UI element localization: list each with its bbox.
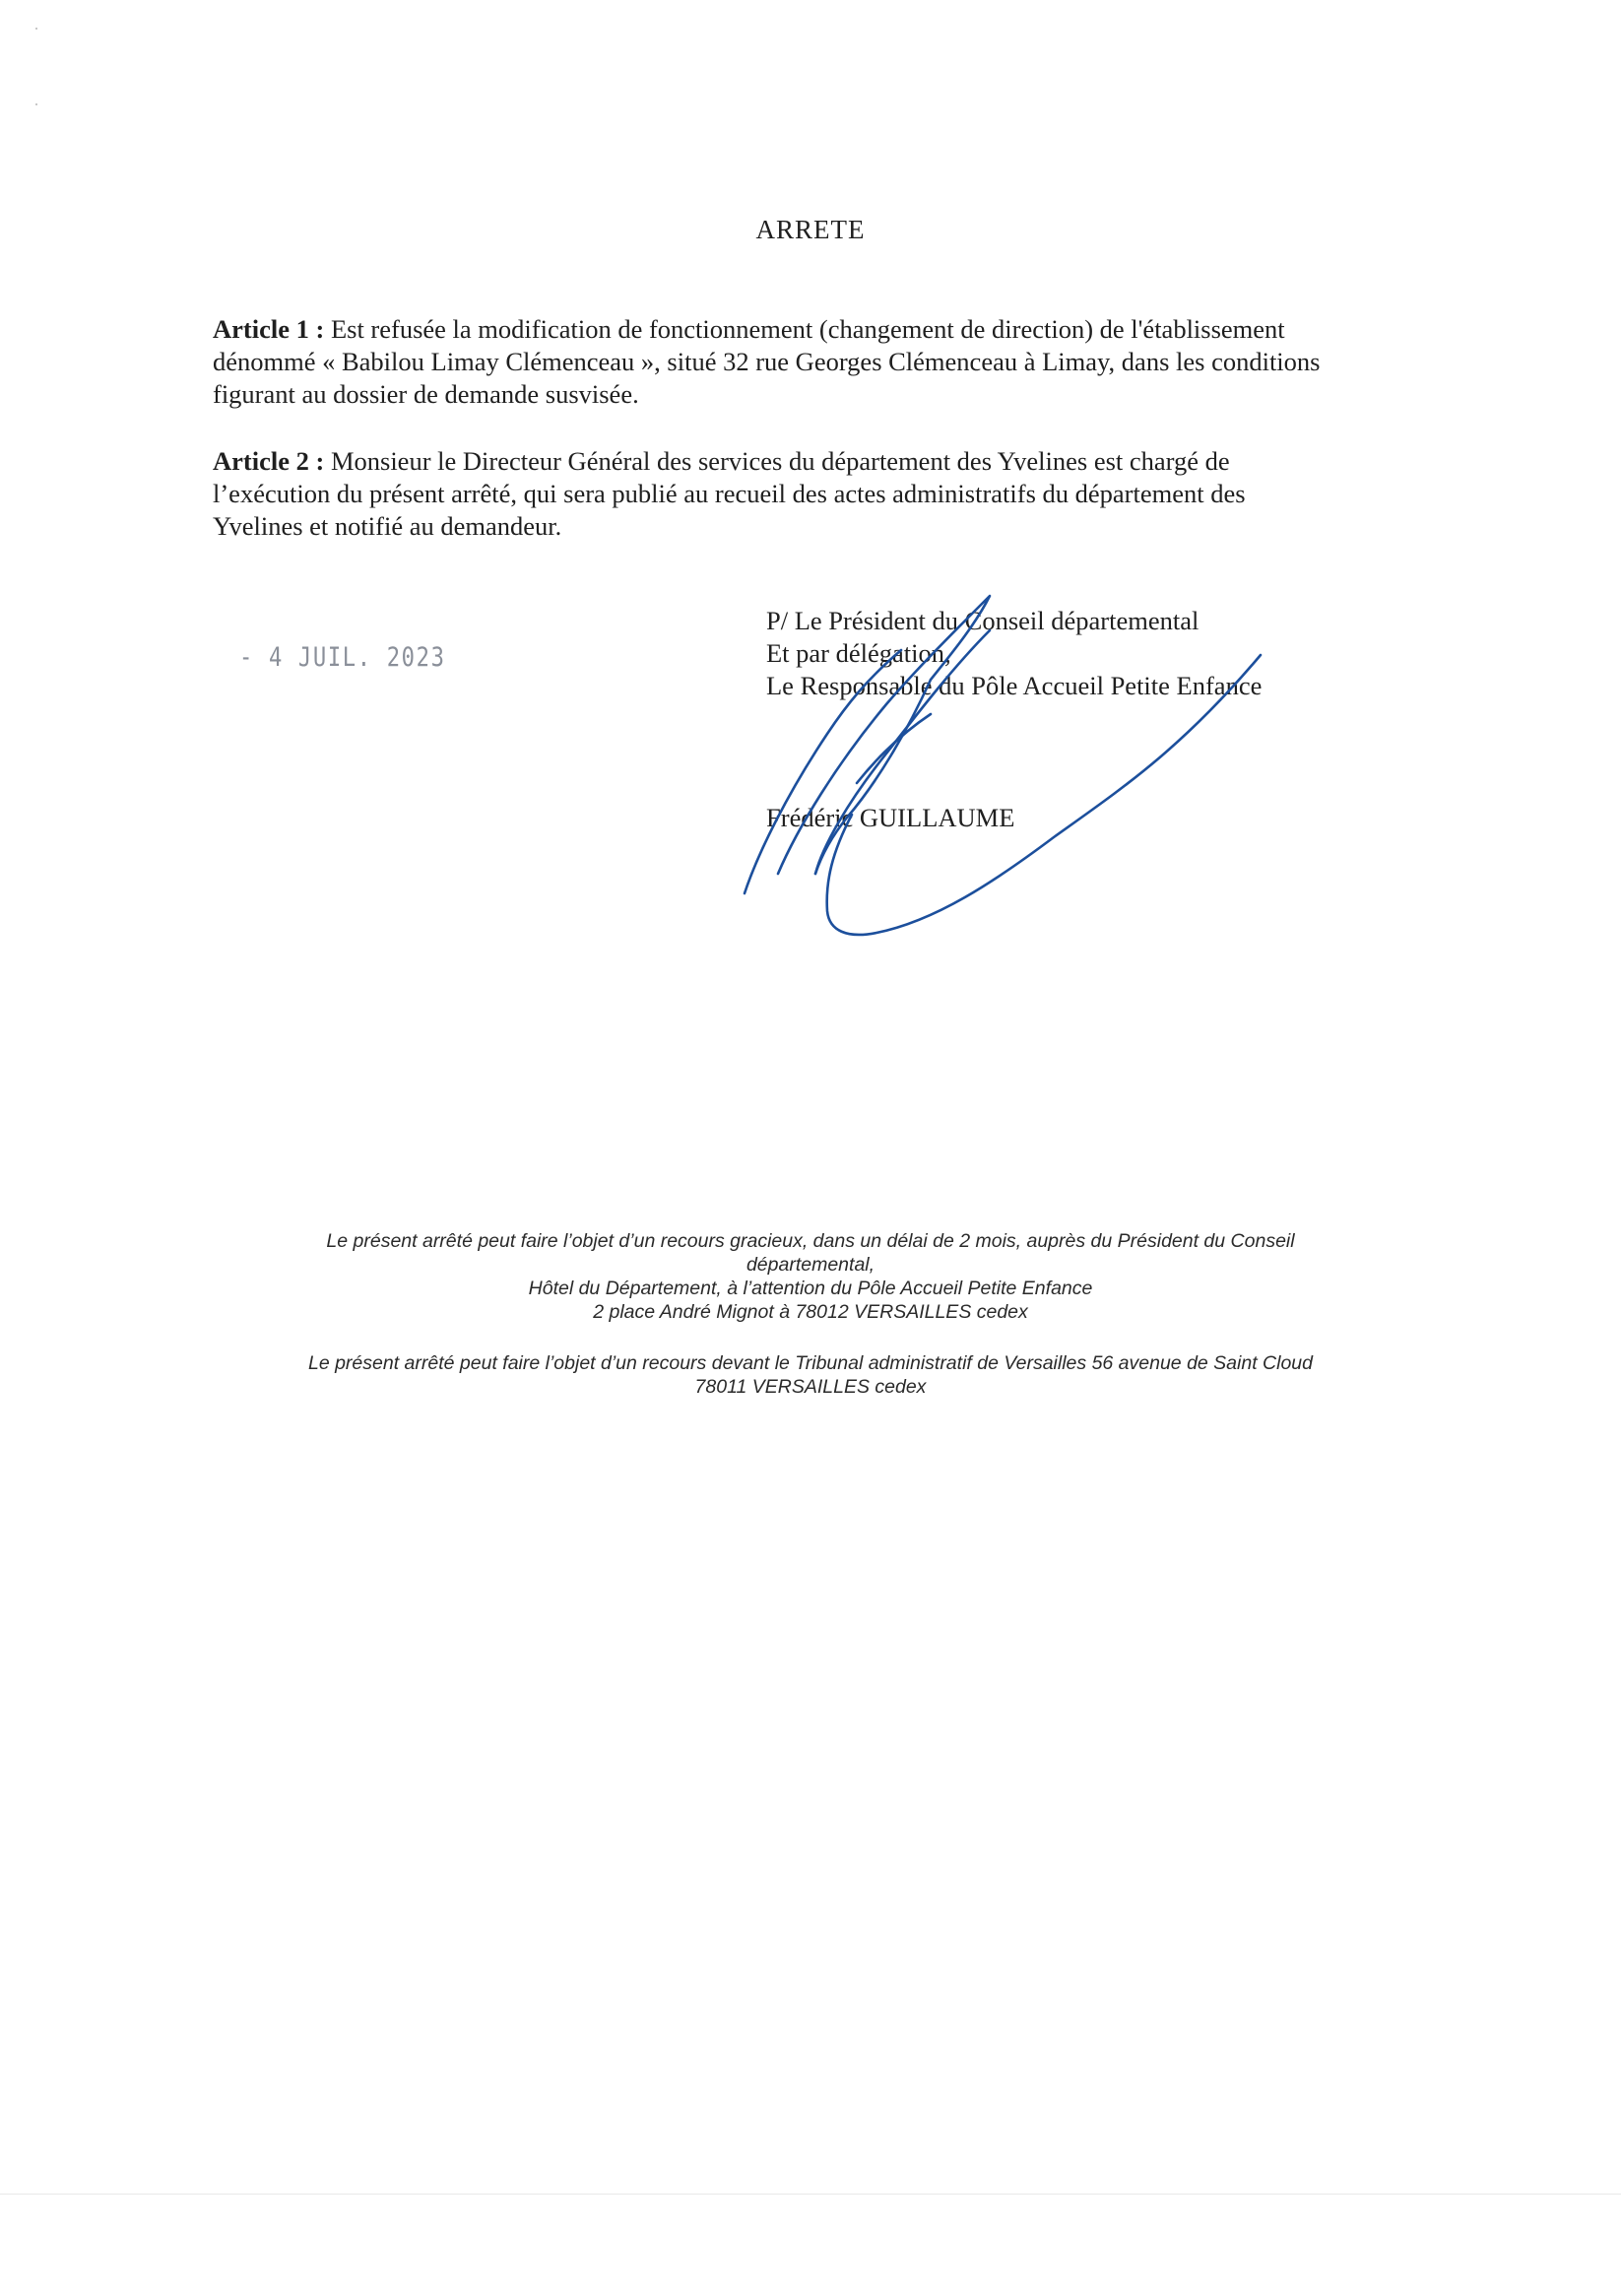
signature-stroke: [857, 714, 931, 783]
date-stamp: - 4 JUIL. 2023: [239, 642, 446, 673]
article-1-line-2: dénommé « Babilou Limay Clémenceau », situé 32 rue Georges Clémenceau à Limay, dans les conditions: [213, 347, 1321, 376]
signature-block: [766, 605, 1262, 702]
footer-line: 78011 VERSAILLES cedex: [694, 1376, 927, 1398]
article-2-text: Monsieur le Directeur Général des services du département des Yvelines est chargé de: [324, 446, 1230, 476]
footer-line: Le présent arrêté peut faire l’objet d’un recours devant le Tribunal administratif de Versailles 56 avenue de Saint Cloud: [307, 1352, 1313, 1374]
document-title: ARRETE: [755, 215, 866, 244]
appeal-notice-gracious: [0, 1229, 1621, 1324]
footer-line: 2 place André Mignot à 78012 VERSAILLES cedex: [593, 1301, 1028, 1323]
footer-line: Le présent arrêté peut faire l’objet d’un recours gracieux, dans un délai de 2 mois, auprès du Président du Conseil: [326, 1230, 1295, 1252]
scan-edge-line: [0, 2194, 1621, 2195]
article-2-line-3: Yvelines et notifié au demandeur.: [213, 511, 562, 541]
footer-line: Hôtel du Département, à l’attention du Pôle Accueil Petite Enfance: [528, 1278, 1093, 1299]
article-2-label: Article 2 :: [213, 446, 325, 476]
article-1-label: Article 1 :: [213, 314, 325, 344]
article-2-line-2: l’exécution du présent arrêté, qui sera publié au recueil des actes administratifs du département des: [213, 479, 1246, 508]
signature-stroke: [815, 680, 931, 874]
signatory-name: Frédéric GUILLAUME: [766, 803, 1015, 832]
signature-line-2: Et par délégation,: [766, 638, 951, 668]
footer-line: départemental,: [746, 1254, 875, 1276]
scan-speck: [35, 103, 37, 105]
signature-line-3: Le Responsable du Pôle Accueil Petite Enfance: [766, 671, 1263, 700]
article-1-line-1: [213, 313, 1385, 346]
article-2-line-1: [213, 445, 1385, 478]
appeal-notice-tribunal: [0, 1351, 1621, 1399]
scan-speck: [35, 28, 37, 30]
article-1-line-3: figurant au dossier de demande susvisée.: [213, 379, 639, 409]
article-1: [213, 313, 1385, 411]
article-2: [213, 445, 1385, 543]
signature-line-1: P/ Le Président du Conseil départemental: [766, 606, 1200, 635]
article-1-text: Est refusée la modification de fonctionnement (changement de direction) de l'établissement: [324, 314, 1285, 344]
